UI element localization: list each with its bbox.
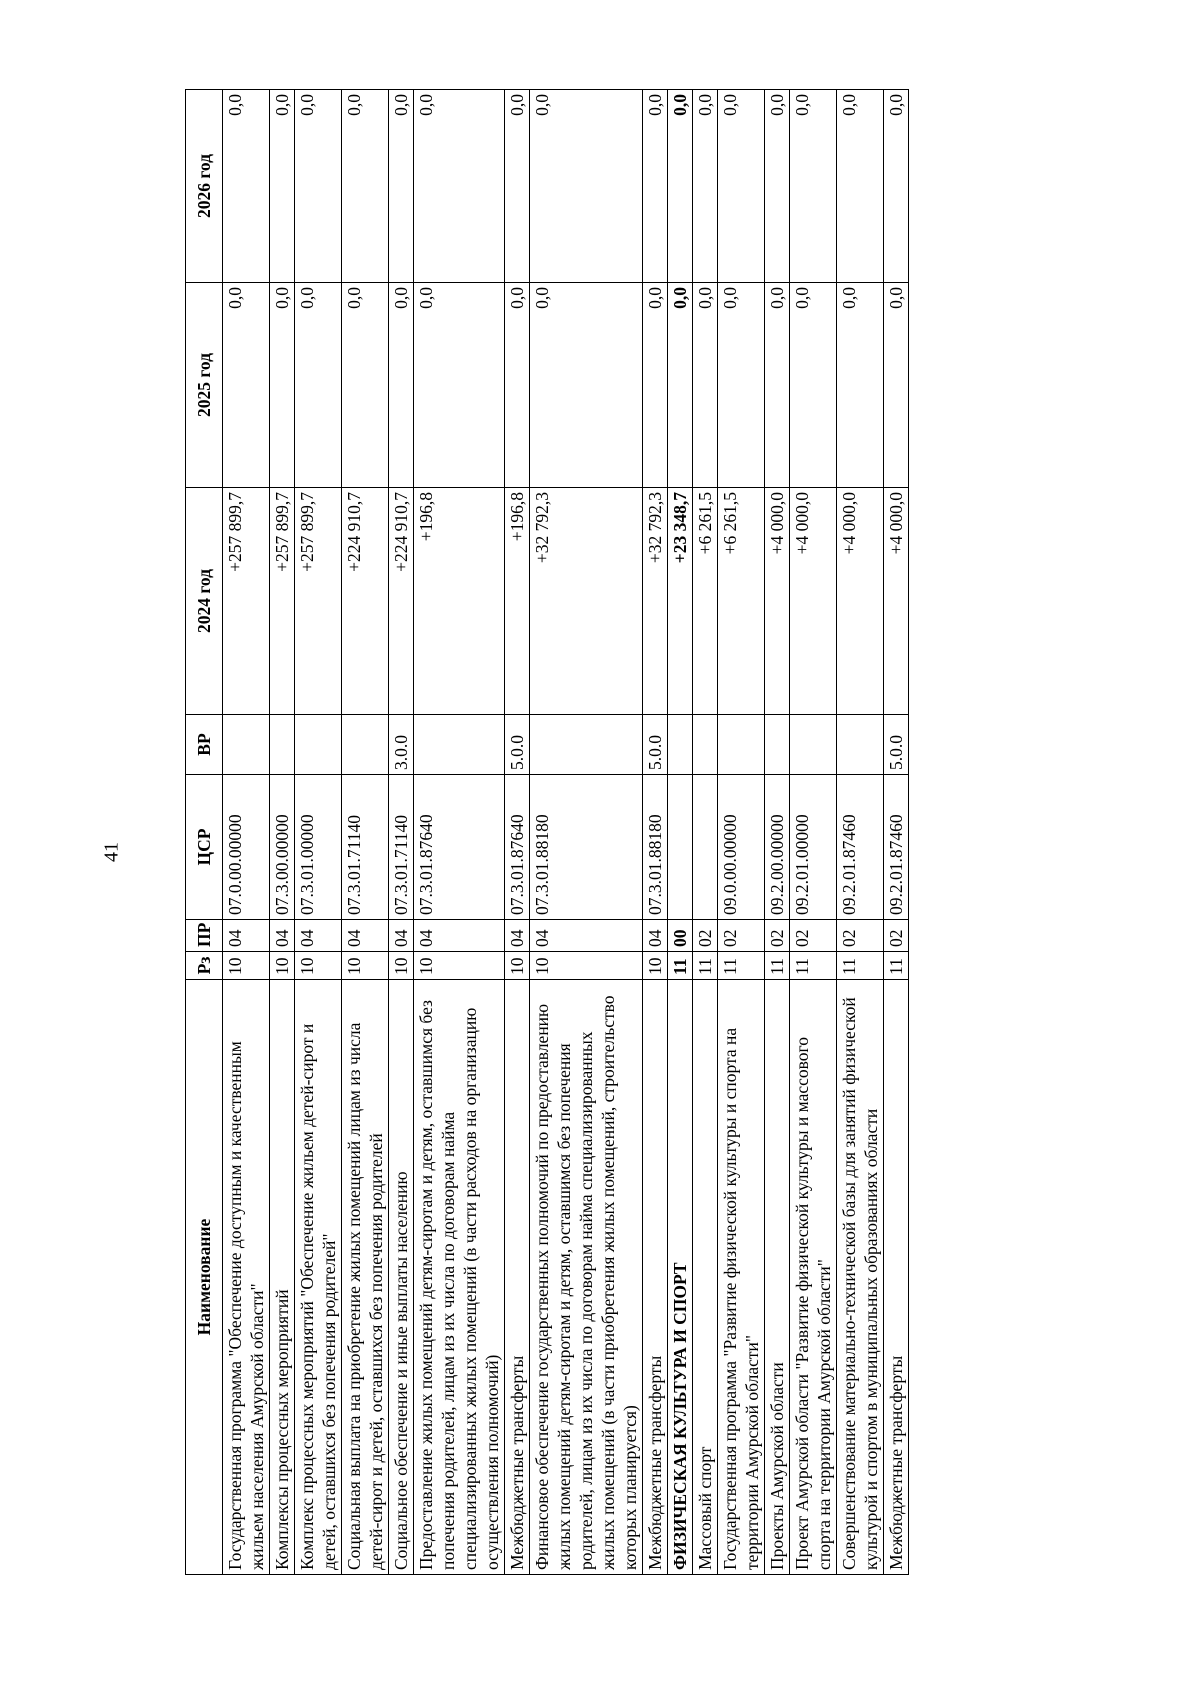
cell-pr: 02 xyxy=(718,920,765,952)
cell-2025: 0,0 xyxy=(389,283,414,488)
cell-2026: 0,0 xyxy=(668,90,693,283)
cell-pr: 04 xyxy=(414,920,505,952)
cell-rz: 11 xyxy=(837,952,884,980)
cell-2025: 0,0 xyxy=(790,283,837,488)
cell-2024: +257 899,7 xyxy=(295,488,342,715)
cell-csr: 07.3.01.88180 xyxy=(530,775,643,920)
cell-2024: +4 000,0 xyxy=(884,488,909,715)
cell-csr: 07.0.00.00000 xyxy=(223,775,270,920)
cell-pr: 00 xyxy=(668,920,693,952)
cell-2024: +224 910,7 xyxy=(389,488,414,715)
cell-2026: 0,0 xyxy=(765,90,790,283)
budget-table xyxy=(185,89,909,1575)
cell-2025: 0,0 xyxy=(718,283,765,488)
cell-csr: 07.3.01.88180 xyxy=(643,775,668,920)
cell-rz: 11 xyxy=(718,952,765,980)
cell-csr xyxy=(693,775,718,920)
cell-rz: 10 xyxy=(505,952,530,980)
cell-rz: 11 xyxy=(693,952,718,980)
cell-2026: 0,0 xyxy=(389,90,414,283)
cell-2026: 0,0 xyxy=(414,90,505,283)
cell-vr: 5.0.0 xyxy=(505,715,530,775)
cell-2026: 0,0 xyxy=(884,90,909,283)
cell-rz: 10 xyxy=(342,952,389,980)
cell-2025: 0,0 xyxy=(643,283,668,488)
cell-name: Массовый спорт xyxy=(693,980,718,1575)
cell-2024: +4 000,0 xyxy=(790,488,837,715)
cell-rz: 10 xyxy=(530,952,643,980)
cell-rz: 10 xyxy=(389,952,414,980)
cell-csr: 07.3.01.00000 xyxy=(295,775,342,920)
cell-name: Социальное обеспечение и иные выплаты населению xyxy=(389,980,414,1575)
rotated-table-container xyxy=(185,90,1015,1575)
header-pr: ПР xyxy=(186,920,223,952)
cell-vr xyxy=(223,715,270,775)
cell-vr xyxy=(693,715,718,775)
cell-vr: 3.0.0 xyxy=(389,715,414,775)
cell-pr: 04 xyxy=(342,920,389,952)
header-vr: ВР xyxy=(186,715,223,775)
cell-2024: +257 899,7 xyxy=(223,488,270,715)
table-row xyxy=(718,90,765,1575)
table-body xyxy=(223,90,909,1575)
header-2026: 2026 год xyxy=(186,90,223,283)
cell-rz: 10 xyxy=(643,952,668,980)
header-2025: 2025 год xyxy=(186,283,223,488)
cell-2026: 0,0 xyxy=(693,90,718,283)
cell-2025: 0,0 xyxy=(295,283,342,488)
cell-2024: +32 792,3 xyxy=(530,488,643,715)
cell-name: Предоставление жилых помещений детям-сиротам и детям, оставшимся без попечения родителей, лицам из их числа по договорам найма специализированных жилых помещений (в части расходов на организацию осуществления полномочий) xyxy=(414,980,505,1575)
cell-pr: 02 xyxy=(837,920,884,952)
cell-rz: 10 xyxy=(270,952,295,980)
cell-vr xyxy=(718,715,765,775)
cell-vr xyxy=(342,715,389,775)
cell-csr: 07.3.01.87640 xyxy=(505,775,530,920)
cell-2025: 0,0 xyxy=(837,283,884,488)
cell-rz: 11 xyxy=(668,952,693,980)
table-row xyxy=(643,90,668,1575)
cell-pr: 04 xyxy=(270,920,295,952)
cell-vr xyxy=(414,715,505,775)
cell-csr: 09.2.01.00000 xyxy=(790,775,837,920)
header-csr: ЦСР xyxy=(186,775,223,920)
cell-name: Государственная программа "Развитие физической культуры и спорта на территории Амурской области" xyxy=(718,980,765,1575)
cell-vr xyxy=(295,715,342,775)
cell-2024: +4 000,0 xyxy=(837,488,884,715)
table-header-row xyxy=(186,90,223,1575)
table-row xyxy=(389,90,414,1575)
cell-2026: 0,0 xyxy=(505,90,530,283)
cell-pr: 04 xyxy=(643,920,668,952)
table-row xyxy=(837,90,884,1575)
cell-name: Комплексы процессных мероприятий xyxy=(270,980,295,1575)
cell-2026: 0,0 xyxy=(530,90,643,283)
table-row xyxy=(414,90,505,1575)
cell-csr: 09.0.00.00000 xyxy=(718,775,765,920)
table-row xyxy=(790,90,837,1575)
cell-pr: 02 xyxy=(790,920,837,952)
cell-vr: 5.0.0 xyxy=(884,715,909,775)
cell-pr: 04 xyxy=(295,920,342,952)
table-row xyxy=(693,90,718,1575)
cell-vr xyxy=(530,715,643,775)
table-row xyxy=(505,90,530,1575)
cell-2026: 0,0 xyxy=(790,90,837,283)
cell-rz: 10 xyxy=(295,952,342,980)
cell-name: Совершенствование материально-технической базы для занятий физической культурой и спортом в муниципальных образованиях области xyxy=(837,980,884,1575)
cell-2024: +6 261,5 xyxy=(718,488,765,715)
cell-2026: 0,0 xyxy=(223,90,270,283)
cell-csr: 07.3.00.00000 xyxy=(270,775,295,920)
cell-csr: 07.3.01.87640 xyxy=(414,775,505,920)
cell-2025: 0,0 xyxy=(693,283,718,488)
cell-name: Межбюджетные трансферты xyxy=(884,980,909,1575)
header-2024: 2024 год xyxy=(186,488,223,715)
cell-rz: 11 xyxy=(765,952,790,980)
cell-2024: +23 348,7 xyxy=(668,488,693,715)
table-row xyxy=(884,90,909,1575)
cell-pr: 04 xyxy=(505,920,530,952)
cell-name: Комплекс процессных мероприятий "Обеспечение жильем детей-сирот и детей, оставшихся без попечения родителей" xyxy=(295,980,342,1575)
cell-2025: 0,0 xyxy=(884,283,909,488)
cell-pr: 02 xyxy=(765,920,790,952)
table-row xyxy=(765,90,790,1575)
table-row xyxy=(668,90,693,1575)
table-row xyxy=(270,90,295,1575)
cell-name: Межбюджетные трансферты xyxy=(505,980,530,1575)
cell-csr xyxy=(668,775,693,920)
cell-name: Социальная выплата на приобретение жилых помещений лицам из числа детей-сирот и детей, оставшихся без попечения родителей xyxy=(342,980,389,1575)
cell-vr xyxy=(668,715,693,775)
table-row xyxy=(530,90,643,1575)
cell-vr xyxy=(837,715,884,775)
cell-vr xyxy=(790,715,837,775)
cell-name: ФИЗИЧЕСКАЯ КУЛЬТУРА И СПОРТ xyxy=(668,980,693,1575)
cell-name: Финансовое обеспечение государственных полномочий по предоставлению жилых помещений детям-сиротам и детям, оставшимся без попечения родителей, лицам из их числа по договорам найма специализированных жилых помещений (в части приобретения жилых помещений, строительство которых планируется) xyxy=(530,980,643,1575)
cell-2025: 0,0 xyxy=(414,283,505,488)
cell-2025: 0,0 xyxy=(530,283,643,488)
table-row xyxy=(295,90,342,1575)
header-name: Наименование xyxy=(186,980,223,1575)
cell-vr: 5.0.0 xyxy=(643,715,668,775)
cell-pr: 02 xyxy=(884,920,909,952)
cell-2024: +6 261,5 xyxy=(693,488,718,715)
cell-2025: 0,0 xyxy=(765,283,790,488)
cell-2024: +4 000,0 xyxy=(765,488,790,715)
cell-pr: 02 xyxy=(693,920,718,952)
cell-2026: 0,0 xyxy=(342,90,389,283)
cell-2026: 0,0 xyxy=(270,90,295,283)
cell-2025: 0,0 xyxy=(342,283,389,488)
cell-rz: 10 xyxy=(223,952,270,980)
cell-rz: 11 xyxy=(790,952,837,980)
cell-csr: 09.2.00.00000 xyxy=(765,775,790,920)
cell-2026: 0,0 xyxy=(837,90,884,283)
cell-2024: +224 910,7 xyxy=(342,488,389,715)
cell-2024: +257 899,7 xyxy=(270,488,295,715)
cell-csr: 09.2.01.87460 xyxy=(837,775,884,920)
cell-pr: 04 xyxy=(389,920,414,952)
cell-vr xyxy=(270,715,295,775)
cell-name: Межбюджетные трансферты xyxy=(643,980,668,1575)
table-row xyxy=(342,90,389,1575)
header-rz: Рз xyxy=(186,952,223,980)
cell-2026: 0,0 xyxy=(643,90,668,283)
cell-2024: +196,8 xyxy=(414,488,505,715)
cell-name: Проект Амурской области "Развитие физической культуры и массового спорта на территории Амурской области" xyxy=(790,980,837,1575)
cell-2025: 0,0 xyxy=(223,283,270,488)
cell-pr: 04 xyxy=(223,920,270,952)
cell-csr: 07.3.01.71140 xyxy=(342,775,389,920)
cell-2025: 0,0 xyxy=(668,283,693,488)
cell-rz: 10 xyxy=(414,952,505,980)
cell-csr: 09.2.01.87460 xyxy=(884,775,909,920)
cell-name: Государственная программа "Обеспечение доступным и качественным жильем населения Амурской области" xyxy=(223,980,270,1575)
cell-csr: 07.3.01.71140 xyxy=(389,775,414,920)
cell-vr xyxy=(765,715,790,775)
cell-2025: 0,0 xyxy=(270,283,295,488)
cell-2026: 0,0 xyxy=(295,90,342,283)
cell-pr: 04 xyxy=(530,920,643,952)
cell-2025: 0,0 xyxy=(505,283,530,488)
page-number: 41 xyxy=(100,842,123,862)
cell-name: Проекты Амурской области xyxy=(765,980,790,1575)
cell-2024: +32 792,3 xyxy=(643,488,668,715)
cell-rz: 11 xyxy=(884,952,909,980)
table-row xyxy=(223,90,270,1575)
cell-2026: 0,0 xyxy=(718,90,765,283)
cell-2024: +196,8 xyxy=(505,488,530,715)
